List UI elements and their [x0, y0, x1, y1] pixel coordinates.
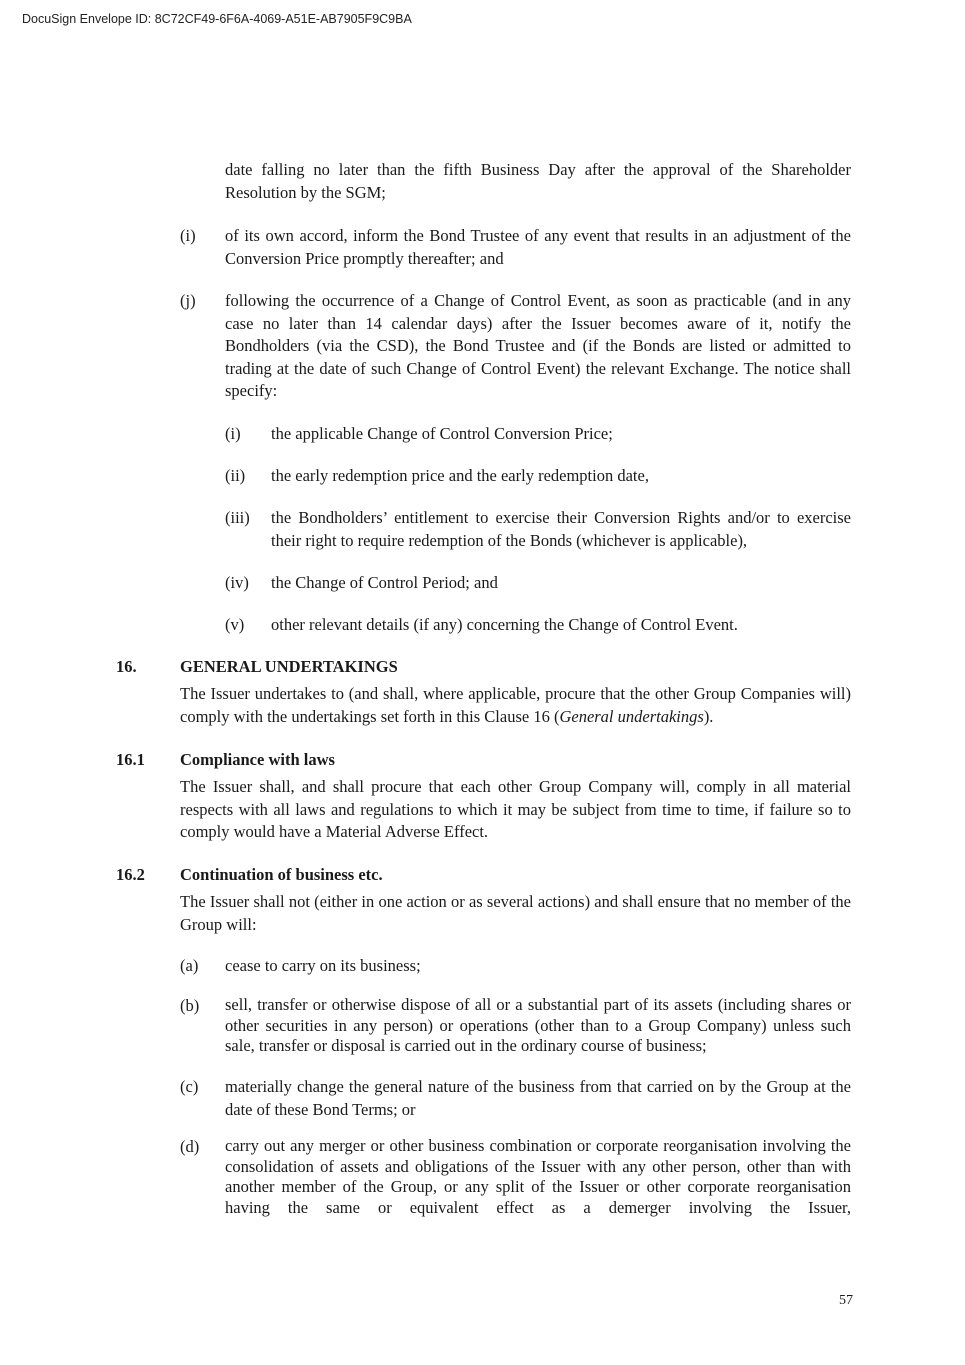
subitem-label: (i) [225, 424, 241, 443]
section-16-body-italic: General undertakings [559, 706, 704, 726]
item-b-label: (b) [180, 996, 200, 1015]
item-a-text: cease to carry on its business; [225, 956, 421, 975]
continuation-text: date falling no later than the fifth Business Day after the approval of the Shareholder Resolution by the SGM; [225, 160, 851, 202]
envelope-id: DocuSign Envelope ID: 8C72CF49-6F6A-4069-A51E-AB7905F9C9BA [22, 12, 412, 26]
item-b-text: sell, transfer or otherwise dispose of all or a substantial part of its assets (including shares or other securities in any person) or operations (other than to a Group Company) unless such sale, transfer or disposal is carried out in the ordinary course of business; [225, 995, 851, 1055]
item-d-text: carry out any merger or other business combination or corporate reorganisation involving the consolidation of assets and obligations of the Issuer with any other person, other than with another member of the Group, or any split of the Issuer or other corporate reorganisation having the same or equivalent effect as a demerger involving the Issuer, [225, 1136, 851, 1217]
item-i-label: (i) [180, 226, 196, 245]
subitem-text: the early redemption price and the early redemption date, [271, 466, 649, 485]
section-16-2-body: The Issuer shall not (either in one action or as several actions) and shall ensure that no member of the Group will: [180, 892, 851, 934]
item-i-text: of its own accord, inform the Bond Trustee of any event that results in an adjustment of the Conversion Price promptly thereafter; and [225, 226, 851, 268]
subitem-text: the Change of Control Period; and [271, 573, 498, 592]
subitem-label: (v) [225, 615, 245, 634]
section-16-body-start: The Issuer undertakes to (and shall, where applicable, procure that the other Group Companies will) comply with the undertakings set forth in this Clause 16 ( [180, 684, 851, 726]
section-16-1-title: Compliance with laws [180, 750, 335, 769]
item-j-text: following the occurrence of a Change of Control Event, as soon as practicable (and in any case no later than 14 calendar days) after the Issuer becomes aware of it, notify the Bondholders (via the CSD), the Bond Trustee and (if the Bonds are listed or admitted to trading at the date of such Change of Control Event) the relevant Exchange. The notice shall specify: [225, 291, 851, 400]
item-j-label: (j) [180, 291, 196, 310]
subitem-text: the applicable Change of Control Conversion Price; [271, 424, 613, 443]
section-16-body-end: ). [703, 706, 714, 726]
section-16-number: 16. [116, 657, 137, 676]
section-16-1-body: The Issuer shall, and shall procure that each other Group Company will, comply in all material respects with all laws and regulations to which it may be subject from time to time, if failure so to comply would have a Material Adverse Effect. [180, 777, 851, 841]
page-number: 57 [839, 1293, 853, 1308]
section-16-2-title: Continuation of business etc. [180, 865, 383, 884]
subitem-label: (iii) [225, 508, 250, 527]
subitem-label: (iv) [225, 573, 249, 592]
subitem-label: (ii) [225, 466, 246, 485]
section-16-1-number: 16.1 [116, 750, 145, 769]
item-c-label: (c) [180, 1077, 199, 1096]
section-16-2-number: 16.2 [116, 865, 145, 884]
item-a-label: (a) [180, 956, 199, 975]
item-c-text: materially change the general nature of the business from that carried on by the Group at the date of these Bond Terms; or [225, 1077, 851, 1119]
subitem-text: the Bondholders’ entitlement to exercise their Conversion Rights and/or to exercise their right to require redemption of the Bonds (whichever is applicable), [271, 508, 851, 550]
subitem-text: other relevant details (if any) concerning the Change of Control Event. [271, 615, 738, 634]
section-16-title: GENERAL UNDERTAKINGS [180, 657, 398, 676]
section-16-body [180, 683, 851, 728]
item-d-label: (d) [180, 1137, 200, 1156]
